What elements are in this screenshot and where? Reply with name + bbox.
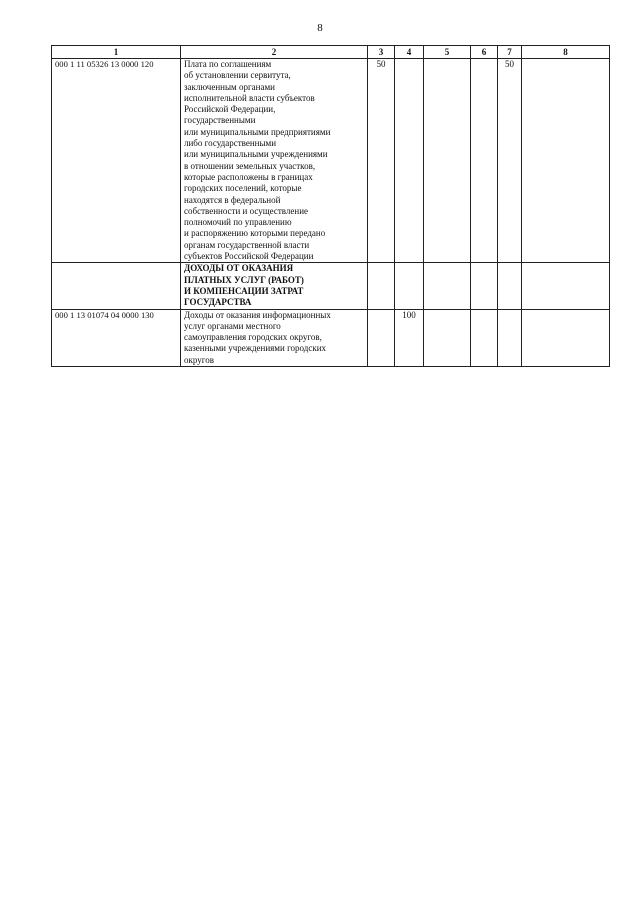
amount-col-7 bbox=[498, 309, 522, 366]
amount-col-7: 50 bbox=[498, 59, 522, 263]
amount-col-4 bbox=[395, 263, 424, 309]
section-heading-line: И КОМПЕНСАЦИИ ЗАТРАТ bbox=[184, 285, 304, 296]
amount-col-8 bbox=[522, 59, 610, 263]
amount-col-6 bbox=[471, 309, 498, 366]
budget-classification-code: 000 1 11 05326 13 0000 120 bbox=[52, 59, 181, 263]
revenue-name-line: собственности и осуществление bbox=[184, 205, 309, 216]
revenue-name-line: и распоряжению которыми передано bbox=[184, 228, 326, 239]
revenue-name-line: исполнительной власти субъектов bbox=[184, 92, 315, 103]
budget-classification-code bbox=[52, 263, 181, 309]
column-header-5: 5 bbox=[424, 46, 471, 59]
revenue-name-line: находятся в федеральной bbox=[184, 194, 281, 205]
amount-col-3 bbox=[368, 263, 395, 309]
revenue-name-line: или муниципальными предприятиями bbox=[184, 126, 331, 137]
revenue-name-line: которые расположены в границах bbox=[184, 171, 313, 182]
amount-col-8 bbox=[522, 263, 610, 309]
column-header-7: 7 bbox=[498, 46, 522, 59]
revenue-name-line: или муниципальными учреждениями bbox=[184, 149, 328, 160]
section-heading-line: ГОСУДАРСТВА bbox=[184, 297, 252, 308]
amount-col-3: 50 bbox=[368, 59, 395, 263]
budget-classification-code: 000 1 13 01074 04 0000 130 bbox=[52, 309, 181, 366]
revenue-name-line: органам государственной власти bbox=[184, 239, 310, 250]
amount-col-6 bbox=[471, 263, 498, 309]
column-header-6: 6 bbox=[471, 46, 498, 59]
revenue-name-line: государственными bbox=[184, 115, 256, 126]
column-header-2: 2 bbox=[181, 46, 368, 59]
revenue-name-line: в отношении земельных участков, bbox=[184, 160, 316, 171]
revenue-name-line: полномочий по управлению bbox=[184, 217, 292, 228]
revenue-name-line: Российской Федерации, bbox=[184, 104, 276, 115]
section-heading-line: ДОХОДЫ ОТ ОКАЗАНИЯ bbox=[184, 263, 294, 274]
revenue-name-line: казенными учреждениями городских bbox=[184, 343, 327, 354]
table-row bbox=[52, 309, 610, 366]
section-heading-line: ПЛАТНЫХ УСЛУГ (РАБОТ) bbox=[184, 274, 304, 285]
amount-col-3 bbox=[368, 309, 395, 366]
revenue-name-line: субъектов Российской Федерации bbox=[184, 251, 314, 262]
revenue-name-line: Доходы от оказания информационных bbox=[184, 309, 331, 320]
header-row bbox=[52, 46, 610, 59]
revenue-name-line: об установлении сервитута, bbox=[184, 70, 291, 81]
revenue-name-line: Плата по соглашениям bbox=[184, 59, 272, 69]
amount-col-4 bbox=[395, 59, 424, 263]
amount-col-5 bbox=[424, 59, 471, 263]
revenue-name-line: самоуправления городских округов, bbox=[184, 332, 322, 343]
amount-col-8 bbox=[522, 309, 610, 366]
amount-col-4: 100 bbox=[395, 309, 424, 366]
amount-col-5 bbox=[424, 309, 471, 366]
amount-col-6 bbox=[471, 59, 498, 263]
amount-col-7 bbox=[498, 263, 522, 309]
page-number: 8 bbox=[317, 22, 323, 34]
revenue-name-line: округов bbox=[184, 354, 214, 365]
section-heading bbox=[181, 263, 368, 309]
revenue-name bbox=[181, 309, 368, 366]
revenue-name-line: услуг органами местного bbox=[184, 320, 281, 331]
column-header-1: 1 bbox=[52, 46, 181, 59]
column-header-8: 8 bbox=[522, 46, 610, 59]
revenue-name-line: городских поселений, которые bbox=[184, 183, 302, 194]
revenue-name-line: заключенным органами bbox=[184, 81, 275, 92]
revenue-table bbox=[51, 45, 610, 367]
amount-col-5 bbox=[424, 263, 471, 309]
revenue-name bbox=[181, 59, 368, 263]
column-header-3: 3 bbox=[368, 46, 395, 59]
revenue-name-line: либо государственными bbox=[184, 138, 277, 149]
table-row bbox=[52, 59, 610, 263]
table-row bbox=[52, 263, 610, 309]
column-header-4: 4 bbox=[395, 46, 424, 59]
